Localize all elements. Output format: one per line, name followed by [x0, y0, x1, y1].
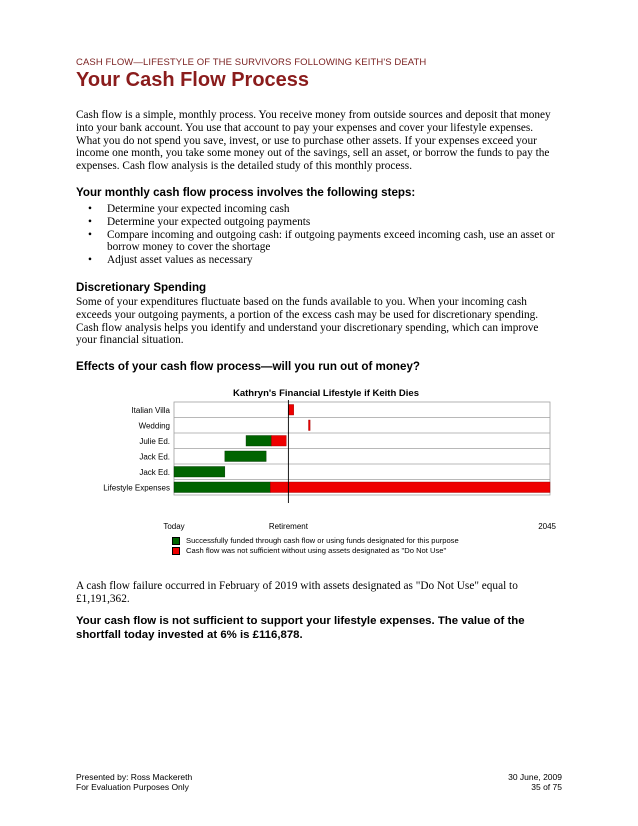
funded-bar	[174, 482, 270, 493]
x-tick-label: Today	[163, 522, 185, 531]
steps-list	[76, 203, 556, 267]
list-item: • Adjust asset values as necessary	[88, 254, 253, 267]
steps-heading: Your monthly cash flow process involves the following steps:	[76, 186, 416, 199]
shortfall-bar	[309, 420, 311, 431]
legend-item-funded	[172, 536, 459, 546]
footer-date: 30 June, 2009	[508, 772, 562, 782]
category-label: Lifestyle Expenses	[103, 483, 170, 493]
legend-swatch-green	[172, 537, 180, 545]
category-label: Italian Villa	[131, 405, 170, 415]
x-tick-label: 2045	[538, 522, 556, 531]
category-label: Wedding	[138, 421, 170, 431]
intro-paragraph: Cash flow is a simple, monthly process. You receive money from outside sources and deposit that money into your bank account. You use that account to pay your expenses and cover your lifestyle expenses. What you do not spend you save, invest, or use to purchase other assets. If your expenses exceed your income one month, you take some money out of the savings, sell an asset, or borrow the funds to pay the expenses. Cash flow analysis is the detailed study of this monthly process.	[76, 109, 551, 173]
bullet-icon: •	[88, 215, 92, 228]
shortfall-bar	[270, 482, 550, 493]
x-tick-label: Retirement	[268, 522, 308, 531]
legend-label-shortfall: Cash flow was not sufficient without using assets designated as "Do Not Use"	[186, 546, 447, 555]
shortfall-bar	[271, 436, 286, 447]
lifestyle-chart	[76, 385, 556, 565]
failure-paragraph: A cash flow failure occurred in February of 2019 with assets designated as "Do Not Use" equal to £1,191,362.	[76, 580, 518, 605]
funded-bar	[225, 451, 266, 462]
legend-swatch-red	[172, 547, 180, 555]
list-item: • Determine your expected outgoing payments	[88, 215, 311, 228]
category-label: Jack Ed.	[139, 452, 170, 462]
discretionary-heading: Discretionary Spending	[76, 281, 207, 294]
discretionary-paragraph: Some of your expenditures fluctuate based on the funds available to you. When your incoming cash exceeds your outgoing payments, a portion of the excess cash may be used for discretionary spending. Cash flow analysis helps you identify and understand your discretionary spending, which can improve your financial situation.	[76, 296, 539, 347]
shortfall-paragraph: Your cash flow is not sufficient to support your lifestyle expenses. The value of the shortfall today invested at 6% is £116,878.	[76, 615, 525, 641]
footer-evaluation: For Evaluation Purposes Only	[76, 782, 189, 792]
bullet-icon: •	[88, 254, 92, 267]
bullet-icon: •	[88, 228, 92, 241]
funded-bar	[246, 436, 271, 447]
category-label: Jack Ed.	[139, 467, 170, 477]
chart-title: Kathryn's Financial Lifestyle if Keith Dies	[233, 388, 419, 399]
footer-presented-by: Presented by: Ross Mackereth	[76, 772, 193, 782]
category-label: Julie Ed.	[139, 436, 170, 446]
legend-label-funded: Successfully funded through cash flow or using funds designated for this purpose	[186, 536, 459, 545]
funded-bar	[174, 467, 225, 478]
chart-legend	[172, 536, 459, 556]
list-item: • Determine your expected incoming cash	[88, 203, 290, 215]
legend-item-shortfall	[172, 546, 459, 556]
footer-page-number: 35 of 75	[531, 782, 562, 792]
list-item: • Compare incoming and outgoing cash: if outgoing payments exceed incoming cash, use an asset or borrow money to cover the shortage	[88, 228, 555, 254]
page-title: Your Cash Flow Process	[76, 69, 310, 91]
effects-heading: Effects of your cash flow process—will you run out of money?	[76, 360, 420, 373]
shortfall-bar	[288, 405, 293, 416]
section-kicker: CASH FLOW—LIFESTYLE OF THE SURVIVORS FOLLOWING KEITH'S DEATH	[76, 57, 427, 68]
bullet-icon: •	[88, 203, 92, 215]
chart-plot	[76, 385, 556, 535]
